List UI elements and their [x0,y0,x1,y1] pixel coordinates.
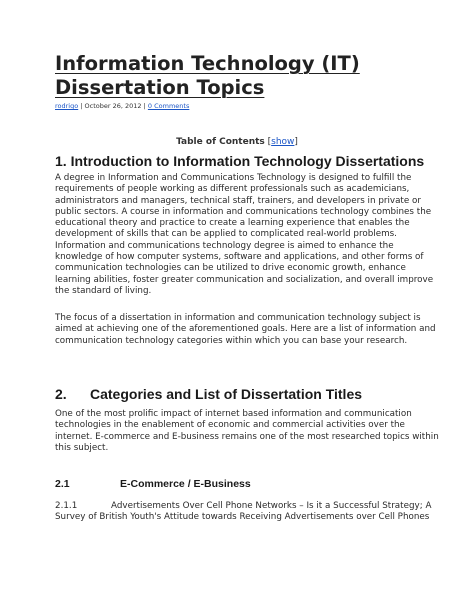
toc-bracket: ] [294,137,298,147]
toc-label: Table of Contents [176,137,265,147]
item-number: 2.1.1 [55,501,78,511]
subsection-heading-text: E-Commerce / E-Business [120,478,251,490]
toc-bracket: [ [264,137,272,147]
subsection-heading-ecommerce [55,477,251,491]
meta-separator: | [78,102,85,110]
subsection-number: 2.1 [55,478,70,490]
item-text: Advertisements Over Cell Phone Networks – Is it a Successful Strategy; A Survey of British Youth's Attitude towards Receiving Advertisements over Cell Phones [55,501,432,523]
meta-separator: | [141,102,148,110]
section-heading-introduction: 1. Introduction to Information Technology Dissertations [55,153,425,169]
dissertation-title-item [55,501,440,524]
comments-link[interactable]: 0 Comments [147,102,190,110]
section-heading-text: Categories and List of Dissertation Titles [90,386,363,402]
categories-paragraph: One of the most prolific impact of internet based information and communication technologies in the enablement of economic and commercial activities over the internet. E-commerce and E-business remains one of the most researched topics within this subject. [55,409,439,453]
focus-paragraph: The focus of a dissertation in information and communication technology subject is aimed at achieving one of the aforementioned goals. Here are a list of information and communication technology categories within which you can base your research. [55,313,436,346]
section-heading-categories [55,385,362,403]
section-number: 2. [55,386,67,402]
post-date: October 26, 2012 [84,102,142,110]
page-title: Information Technology (IT) Dissertation Topics [55,52,360,99]
table-of-contents [0,136,474,148]
toc-show-toggle[interactable]: show [271,137,295,147]
intro-paragraph: A degree in Information and Communications Technology is designed to fulfill the requirements of people working as different professionals such as academicians, administrators and managers, technical staff, trainers, and developers in private or public sectors. A course in information and communications technology combines the educational theory and practice to create a learning experience that enables the development of skills that can be applied to complicated real-world problems. Information and communications technology degree is aimed to enhance the knowledge of how computer systems, software and applications, and other forms of communication technologies can be utilized to drive economic growth, enhance learning abilities, foster greater communication and socialization, and overall improve the standard of living. [55,173,434,296]
post-meta [55,102,189,111]
author-link[interactable]: rodrigo [55,102,79,110]
